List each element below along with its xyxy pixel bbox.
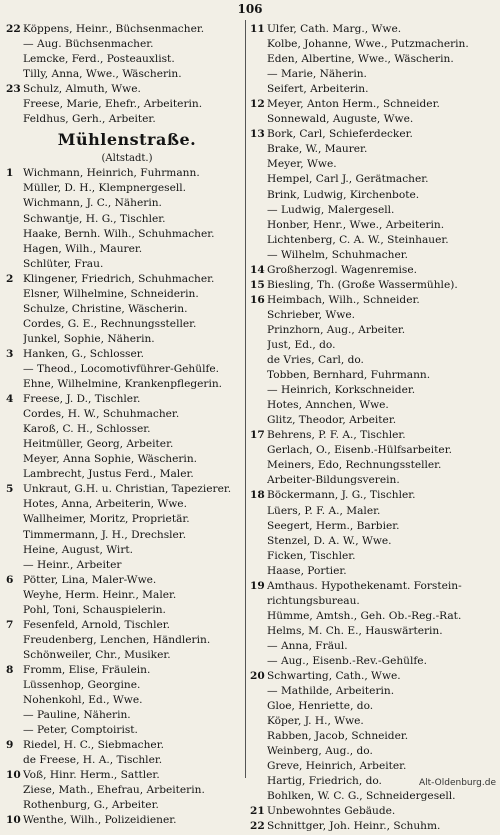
directory-entry	[250, 624, 492, 639]
directory-entry	[250, 669, 492, 684]
house-number: 20	[250, 670, 265, 683]
directory-entry	[6, 37, 248, 52]
resident-entry: Haake, Bernh. Wilh., Schuhmacher.	[23, 227, 215, 240]
directory-entry	[250, 398, 492, 413]
directory-entry	[250, 819, 492, 834]
resident-entry: Schnittger, Joh. Heinr., Schuhm.	[267, 820, 441, 833]
directory-entry	[6, 663, 248, 678]
resident-entry: — Mathilde, Arbeiterin.	[267, 685, 395, 698]
directory-entry	[250, 37, 492, 52]
resident-entry: Honber, Henr., Wwe., Arbeiterin.	[267, 218, 445, 231]
directory-entry	[250, 579, 492, 594]
resident-entry: Ehne, Wilhelmine, Krankenpflegerin.	[23, 378, 223, 391]
resident-entry: Schönweiler, Chr., Musiker.	[23, 648, 171, 661]
resident-entry: Pötter, Lina, Maler-Wwe.	[23, 573, 157, 586]
directory-entry	[250, 278, 492, 293]
directory-entry	[250, 609, 492, 624]
resident-entry: Lüssenhop, Georgine.	[23, 678, 141, 691]
resident-entry: Eden, Albertine, Wwe., Wäscherin.	[267, 53, 454, 66]
resident-entry: Ziese, Math., Ehefrau, Arbeiterin.	[23, 784, 205, 797]
resident-entry: Schulz, Almuth, Wwe.	[23, 83, 141, 96]
directory-entry	[250, 504, 492, 519]
house-number: 4	[6, 393, 14, 406]
resident-entry: Ulfer, Cath. Marg., Wwe.	[267, 23, 402, 35]
resident-entry: Unkraut, G.H. u. Christian, Tapezierer.	[23, 483, 232, 496]
directory-entry	[250, 323, 492, 338]
resident-entry: Cordes, H. W., Schuhmacher.	[23, 408, 180, 421]
resident-entry: — Aug. Büchsenmacher.	[23, 38, 154, 51]
resident-entry: Schwantje, H. G., Tischler.	[23, 212, 166, 225]
directory-entry	[6, 257, 248, 272]
resident-entry: Schrieber, Wwe.	[267, 308, 356, 321]
house-number: 1	[6, 167, 14, 180]
directory-entry	[250, 188, 492, 203]
directory-entry	[250, 428, 492, 443]
house-number: 7	[6, 618, 14, 631]
house-number: 21	[250, 805, 265, 818]
directory-entry	[250, 233, 492, 248]
house-number: 8	[6, 663, 14, 676]
directory-entry	[6, 196, 248, 211]
house-number: 17	[250, 429, 265, 442]
directory-entry	[6, 392, 248, 407]
directory-entry	[6, 753, 248, 768]
directory-entry	[250, 549, 492, 564]
directory-entry	[250, 157, 492, 172]
directory-entry	[6, 633, 248, 648]
resident-entry: Freudenberg, Lenchen, Händlerin.	[23, 633, 211, 646]
directory-entry	[250, 699, 492, 714]
directory-entry	[250, 172, 492, 187]
directory-entry	[250, 263, 492, 278]
directory-entry	[6, 422, 248, 437]
directory-entry	[6, 22, 248, 37]
resident-entry: Köppens, Heinr., Büchsenmacher.	[23, 23, 205, 35]
resident-entry: Weinberg, Aug., do.	[267, 745, 373, 758]
resident-entry: — Anna, Fräul.	[267, 639, 348, 652]
resident-entry: richtungsbureau.	[267, 594, 360, 607]
resident-entry: Kolbe, Johanne, Wwe., Putzmacherin.	[267, 38, 469, 51]
directory-entry	[6, 558, 248, 573]
directory-entry	[6, 437, 248, 452]
directory-entry	[6, 528, 248, 543]
house-number: 19	[250, 579, 265, 592]
resident-entry: Just, Ed., do.	[267, 338, 336, 351]
directory-entry	[250, 82, 492, 97]
resident-entry: Schlüter, Frau.	[23, 257, 104, 270]
house-number: 10	[6, 814, 21, 827]
directory-entry	[6, 82, 248, 97]
directory-entry	[6, 347, 248, 362]
directory-entry	[250, 744, 492, 759]
directory-entry	[250, 413, 492, 428]
resident-entry: Meyer, Wwe.	[267, 158, 337, 171]
directory-entry	[6, 317, 248, 332]
resident-entry: Böckermann, J. G., Tischler.	[267, 489, 416, 502]
directory-entry	[250, 248, 492, 263]
resident-entry: Lichtenberg, C. A. W., Steinhauer.	[267, 233, 449, 246]
resident-entry: Fesenfeld, Arnold, Tischler.	[23, 618, 171, 631]
resident-entry: — Marie, Näherin.	[267, 68, 367, 81]
resident-entry: Rabben, Jacob, Schneider.	[267, 730, 409, 743]
directory-entry	[6, 67, 248, 82]
directory-entry	[6, 648, 248, 663]
directory-entry	[250, 789, 492, 804]
directory-entry	[250, 338, 492, 353]
directory-entry	[250, 127, 492, 142]
resident-entry: Heitmüller, Georg, Arbeiter.	[23, 438, 174, 451]
directory-entry	[6, 798, 248, 813]
house-number: 12	[250, 98, 265, 111]
resident-entry: Gloe, Henriette, do.	[267, 700, 374, 713]
resident-entry: Fromm, Elise, Fräulein.	[23, 663, 151, 676]
directory-entry	[250, 458, 492, 473]
directory-entry	[250, 473, 492, 488]
resident-entry: Hotes, Annchen, Wwe.	[267, 399, 389, 412]
right-column	[250, 22, 492, 835]
directory-entry	[250, 534, 492, 549]
directory-entry	[250, 97, 492, 112]
house-number: 22	[250, 820, 265, 833]
directory-entry	[250, 684, 492, 699]
directory-entry	[6, 227, 248, 242]
directory-entry	[6, 482, 248, 497]
resident-entry: — Pauline, Näherin.	[23, 709, 131, 722]
resident-entry: Köper, J. H., Wwe.	[267, 715, 364, 728]
directory-entry	[6, 783, 248, 798]
resident-entry: Pohl, Toni, Schauspielerin.	[23, 603, 166, 616]
directory-entry	[6, 407, 248, 422]
resident-entry: Stenzel, D. A. W., Wwe.	[267, 534, 392, 547]
resident-entry: Gerlach, O., Eisenb.-Hülfsarbeiter.	[267, 444, 452, 457]
resident-entry: Unbewohntes Gebäude.	[267, 805, 396, 818]
resident-entry: Freese, Marie, Ehefr., Arbeiterin.	[23, 98, 203, 111]
resident-entry: Meiners, Edo, Rechnungssteller.	[267, 459, 442, 472]
resident-entry: Bohlken, W. C. G., Schneidergesell.	[267, 790, 456, 803]
resident-entry: Hagen, Wilh., Maurer.	[23, 242, 143, 255]
directory-entry	[250, 594, 492, 609]
directory-entry	[6, 603, 248, 618]
resident-entry: Helms, M. Ch. E., Hauswärterin.	[267, 624, 443, 637]
resident-entry: — Peter, Comptoirist.	[23, 724, 138, 737]
directory-entry	[6, 573, 248, 588]
resident-entry: Amthaus. Hypothekenamt. Forstein-	[267, 579, 462, 592]
directory-entry	[6, 708, 248, 723]
directory-entry	[250, 203, 492, 218]
resident-entry: Schwarting, Cath., Wwe.	[267, 670, 401, 683]
resident-entry: Tobben, Bernhard, Fuhrmann.	[267, 369, 431, 382]
resident-entry: Lüers, P. F. A., Maler.	[267, 504, 381, 517]
directory-entry	[250, 443, 492, 458]
house-number: 23	[6, 83, 21, 96]
resident-entry: Ficken, Tischler.	[267, 549, 356, 562]
column-divider	[245, 20, 246, 778]
resident-entry: Rothenburg, G., Arbeiter.	[23, 799, 159, 812]
directory-entry	[6, 813, 248, 828]
resident-entry: Seegert, Herm., Barbier.	[267, 519, 400, 532]
house-number: 13	[250, 128, 265, 141]
resident-entry: Müller, D. H., Klempnergesell.	[23, 182, 186, 195]
house-number: 22	[6, 23, 21, 35]
left-column	[6, 22, 248, 828]
street-heading: Mühlenstraße.	[57, 130, 197, 150]
house-number: 5	[6, 483, 14, 496]
directory-entry	[6, 467, 248, 482]
directory-entry	[6, 272, 248, 287]
resident-entry: Junkel, Sophie, Näherin.	[23, 332, 155, 345]
resident-entry: — Theod., Locomotivführer-Gehülfe.	[23, 362, 220, 375]
directory-entry	[6, 212, 248, 227]
resident-entry: de Freese, H. A., Tischler.	[23, 754, 163, 767]
street-subheading: (Altstadt.)	[101, 153, 153, 165]
resident-entry: Lemcke, Ferd., Posteauxlist.	[23, 53, 175, 66]
directory-entry	[250, 293, 492, 308]
resident-entry: Prinzhorn, Aug., Arbeiter.	[267, 323, 406, 336]
directory-entry	[250, 383, 492, 398]
directory-entry	[250, 218, 492, 233]
resident-entry: Meyer, Anton Herm., Schneider.	[267, 98, 440, 111]
house-number: 15	[250, 278, 265, 291]
resident-entry: Großherzogl. Wagenremise.	[267, 263, 417, 276]
resident-entry: Klingener, Friedrich, Schuhmacher.	[23, 272, 215, 285]
resident-entry: Sonnewald, Auguste, Wwe.	[267, 113, 414, 126]
directory-entry	[250, 639, 492, 654]
resident-entry: Biesling, Th. (Große Wassermühle).	[267, 278, 458, 291]
resident-entry: Hempel, Carl J., Gerätmacher.	[267, 173, 429, 186]
directory-entry	[250, 804, 492, 819]
directory-entry	[6, 287, 248, 302]
directory-entry	[6, 332, 248, 347]
resident-entry: Greve, Heinrich, Arbeiter.	[267, 760, 407, 773]
resident-entry: Timmermann, J. H., Drechsler.	[23, 528, 187, 541]
resident-entry: Arbeiter-Bildungsverein.	[267, 474, 400, 487]
resident-entry: Heimbach, Wilh., Schneider.	[267, 293, 420, 306]
resident-entry: — Heinrich, Korkschneider.	[267, 384, 416, 397]
directory-entry	[250, 654, 492, 669]
resident-entry: Hanken, G., Schlosser.	[23, 347, 144, 360]
resident-entry: Hotes, Anna, Arbeiterin, Wwe.	[23, 498, 187, 511]
directory-entry	[6, 166, 248, 181]
house-number: 10	[6, 769, 21, 782]
resident-entry: — Ludwig, Malergesell.	[267, 203, 395, 216]
resident-entry: Wichmann, J. C., Näherin.	[23, 197, 162, 210]
resident-entry: Bork, Carl, Schieferdecker.	[267, 128, 413, 141]
directory-entry	[6, 362, 248, 377]
resident-entry: Elsner, Wilhelmine, Schneiderin.	[23, 287, 199, 300]
directory-entry	[250, 67, 492, 82]
directory-entry	[250, 488, 492, 503]
directory-entry	[250, 759, 492, 774]
directory-entry	[250, 519, 492, 534]
resident-entry: Karoß, C. H., Schlosser.	[23, 423, 151, 436]
house-number: 9	[6, 739, 14, 752]
directory-entry	[250, 142, 492, 157]
resident-entry: Wichmann, Heinrich, Fuhrmann.	[23, 167, 200, 180]
resident-entry: Hartig, Friedrich, do.	[267, 775, 382, 788]
house-number: 11	[250, 23, 265, 35]
resident-entry: Haase, Portier.	[267, 564, 347, 577]
house-number: 2	[6, 272, 14, 285]
resident-entry: Brink, Ludwig, Kirchenbote.	[267, 188, 420, 201]
directory-entry	[6, 52, 248, 67]
resident-entry: Hümme, Amtsh., Geh. Ob.-Reg.-Rat.	[267, 609, 462, 622]
resident-entry: Behrens, P. F. A., Tischler.	[267, 429, 406, 442]
house-number: 16	[250, 293, 265, 306]
directory-entry	[6, 588, 248, 603]
directory-entry	[6, 97, 248, 112]
resident-entry: Heine, August, Wirt.	[23, 543, 134, 556]
directory-entry	[6, 302, 248, 317]
directory-entry	[6, 678, 248, 693]
resident-entry: Freese, J. D., Tischler.	[23, 393, 141, 406]
house-number: 3	[6, 347, 14, 360]
resident-entry: — Heinr., Arbeiter	[23, 558, 122, 571]
directory-entry	[250, 353, 492, 368]
directory-entry	[6, 693, 248, 708]
resident-entry: Schulze, Christine, Wäscherin.	[23, 302, 188, 315]
resident-entry: Wallheimer, Moritz, Proprietär.	[23, 513, 190, 526]
resident-entry: Voß, Hinr. Herm., Sattler.	[23, 769, 160, 782]
resident-entry: — Wilhelm, Schuhmacher.	[267, 248, 409, 261]
resident-entry: — Aug., Eisenb.-Rev.-Gehülfe.	[267, 654, 427, 667]
house-number: 6	[6, 573, 14, 586]
directory-entry	[250, 308, 492, 323]
watermark: Alt-Oldenburg.de	[418, 778, 496, 788]
resident-entry: Brake, W., Maurer.	[267, 143, 368, 156]
house-number: 18	[250, 489, 265, 502]
directory-entry	[6, 497, 248, 512]
resident-entry: Wenthe, Wilh., Polizeidiener.	[23, 814, 177, 827]
page-number: 106	[237, 2, 263, 16]
directory-entry	[250, 368, 492, 383]
resident-entry: Meyer, Anna Sophie, Wäscherin.	[23, 453, 198, 466]
directory-entry	[6, 738, 248, 753]
resident-entry: Seifert, Arbeiterin.	[267, 83, 369, 96]
resident-entry: Weyhe, Herm. Heinr., Maler.	[23, 588, 177, 601]
resident-entry: de Vries, Carl, do.	[267, 354, 364, 367]
directory-entry	[6, 181, 248, 196]
directory-entry	[6, 543, 248, 558]
resident-entry: Lambrecht, Justus Ferd., Maler.	[23, 468, 194, 481]
resident-entry: Feldhus, Gerh., Arbeiter.	[23, 113, 156, 126]
directory-entry	[250, 112, 492, 127]
directory-entry	[6, 452, 248, 467]
resident-entry: Nohenkohl, Ed., Wwe.	[23, 694, 143, 707]
directory-entry	[6, 112, 248, 127]
directory-entry	[6, 512, 248, 527]
directory-entry	[250, 729, 492, 744]
directory-entry	[6, 768, 248, 783]
resident-entry: Glitz, Theodor, Arbeiter.	[267, 414, 397, 427]
directory-entry	[250, 714, 492, 729]
directory-entry	[6, 618, 248, 633]
directory-entry	[250, 564, 492, 579]
house-number: 14	[250, 263, 265, 276]
directory-entry	[6, 723, 248, 738]
resident-entry: Tilly, Anna, Wwe., Wäscherin.	[23, 68, 182, 81]
directory-entry	[6, 242, 248, 257]
resident-entry: Cordes, G. E., Rechnungssteller.	[23, 317, 197, 330]
resident-entry: Riedel, H. C., Siebmacher.	[23, 739, 164, 752]
directory-entry	[250, 22, 492, 37]
directory-entry	[250, 52, 492, 67]
directory-entry	[6, 377, 248, 392]
